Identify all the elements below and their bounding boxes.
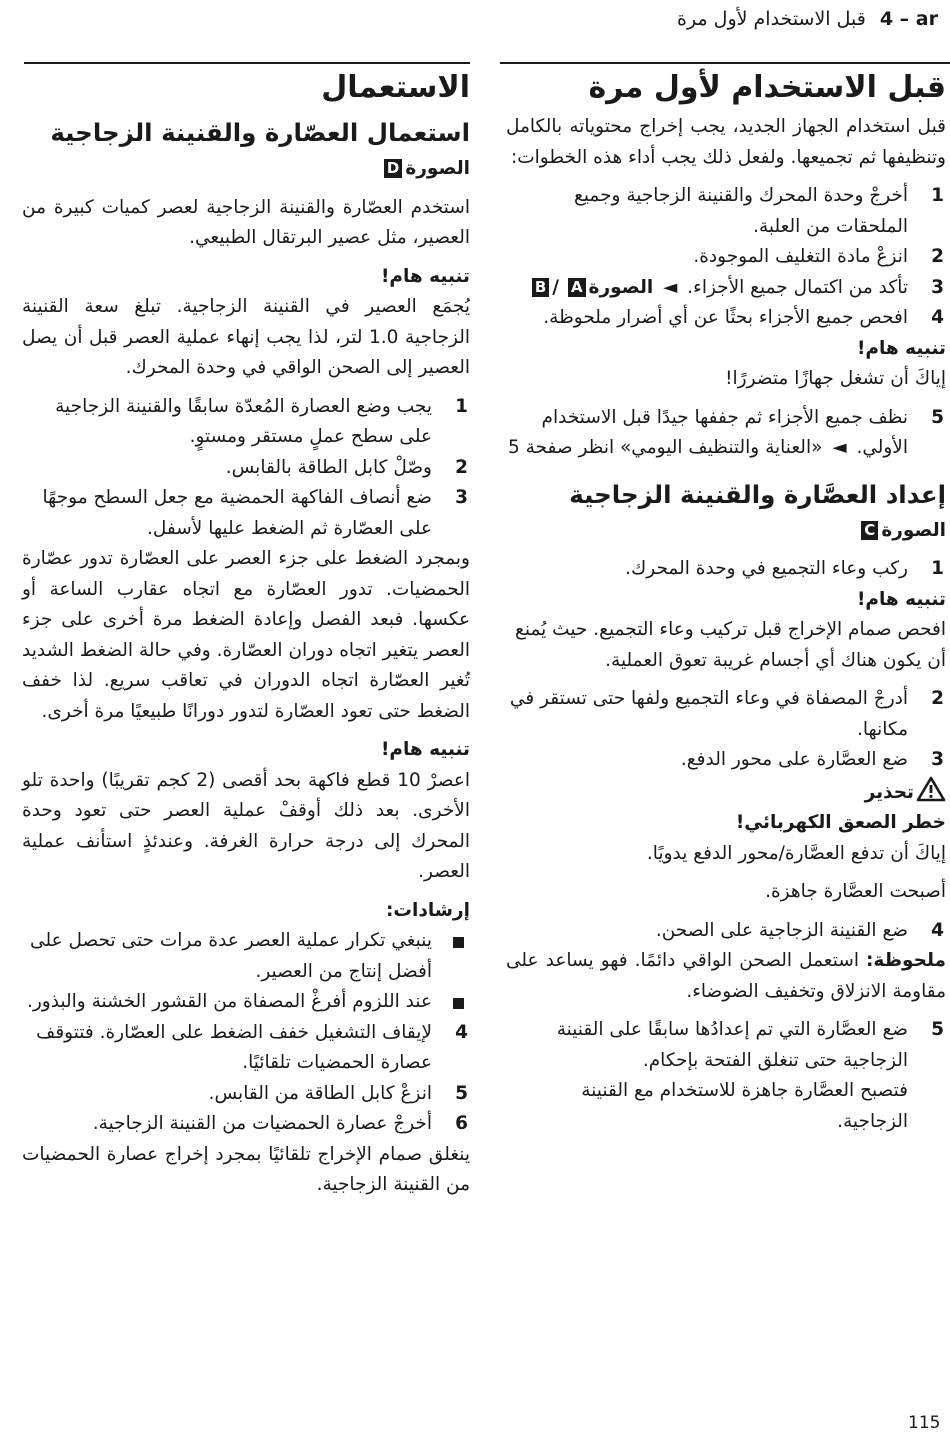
tips-list [22, 926, 470, 1018]
figure-d-caption [22, 154, 470, 185]
step-number: 1 [455, 395, 468, 417]
step-item [22, 1018, 470, 1079]
step-reference: «العناية والتنظيف اليومي» انظر صفحة 5 [507, 437, 823, 458]
step-text: افحص جميع الأجزاء بحثًا عن أي أضرار ملحوظة. [543, 307, 908, 328]
figure-word: الصورة [588, 276, 654, 298]
tip-text: عند اللزوم أفرغْ المصفاة من القشور الخشنة والبذور. [26, 991, 432, 1012]
step-number: 3 [455, 487, 468, 508]
step-number: 5 [931, 1019, 944, 1040]
assembly-step-5 [506, 1015, 946, 1076]
step-number: 1 [931, 185, 944, 206]
step-item [22, 1079, 470, 1110]
unpack-steps [506, 181, 946, 334]
step-item [22, 392, 470, 453]
stop-steps [22, 1018, 470, 1140]
step-number: 4 [931, 919, 944, 941]
step-number: 3 [931, 749, 944, 770]
note-text: استعمل الصحن الواقي دائمًا. فهو يساعد على مقاومة الانزلاق وتخفيف الضوضاء. [506, 950, 946, 1002]
step-number: 3 [931, 276, 944, 298]
warning-label: تحذير [864, 781, 914, 803]
step-text: ركب وعاء التجميع في وحدة المحرك. [625, 558, 908, 579]
warning-heading [506, 776, 946, 809]
step-item [506, 181, 946, 242]
figure-b-badge: B [532, 278, 549, 297]
step-text: انزعْ كابل الطاقة من القابس. [208, 1082, 432, 1104]
figure-slash: / [552, 276, 560, 298]
clean-step [506, 403, 946, 464]
step-item [506, 242, 946, 273]
important-text: يُجمَع العصير في القنينة الزجاجية. تبلغ سعة القنينة الزجاجية 1.0 لتر، لذا يجب إنهاء عملية العصر قبل أن يصل العصير إلى الصحن الواقي في وحدة المحرك. [22, 296, 470, 378]
list-item [22, 926, 470, 987]
step-item [506, 273, 946, 304]
step-item [22, 483, 470, 544]
left-column [22, 68, 470, 1201]
figure-a-badge: A [568, 278, 586, 297]
step-item [506, 745, 946, 776]
page-header [0, 6, 938, 32]
important-label: تنبيه هام! [856, 588, 946, 610]
step-item [506, 554, 946, 585]
step-item [506, 1015, 946, 1076]
note-label: ملحوظة: [866, 950, 946, 971]
figure-word: الصورة [881, 519, 946, 541]
step-item [506, 303, 946, 334]
step-text: ضع العصَّارة على محور الدفع. [680, 749, 908, 770]
step-number: 2 [455, 456, 468, 478]
step-text: انزعْ مادة التغليف الموجودة. [693, 246, 908, 267]
warning-icon [916, 776, 946, 802]
step-text: ضع أنصاف الفاكهة الحمضية مع جعل السطح موجهًا على العصّارة ثم الضغط عليها لأسفل. [42, 487, 432, 539]
intro-text: قبل استخدام الجهاز الجديد، يجب إخراج محتوياته بالكامل وتنظيفها ثم تجميعها. ولفعل ذلك يجب أداء هذه الخطوات: [506, 116, 946, 168]
right-column [506, 68, 946, 1137]
important-label: تنبيه هام! [380, 265, 470, 287]
important-text: افحص صمام الإخراج قبل تركيب وعاء التجميع. حيث يُمنع أن يكون هناك أي أجسام غريبة تعوق العملية. [515, 619, 946, 671]
important-text: اعصرْ 10 قطع فاكهة بحد أقصى (2 كجم تقريبًا) واحدة تلو الأخرى. بعد ذلك أوقفْ عملية العصر حتى تعود وحدة المحرك إلى درجة حرارة الغرفة. وعندئذٍ استأنف عملية العصر. [22, 769, 471, 882]
left-column-rule [24, 62, 470, 64]
list-item [22, 987, 470, 1018]
step-item [22, 1109, 470, 1140]
assembly-step-4 [506, 916, 946, 947]
section-label: 4 – ar [879, 8, 938, 30]
step-number: 2 [931, 688, 944, 709]
step-text: لإيقاف التشغيل خفف الضغط على العصّارة. فتتوقف عصارة الحمضيات تلقائيًا. [36, 1021, 432, 1073]
important-label: تنبيه هام! [380, 739, 470, 760]
figure-d-badge: D [384, 159, 402, 178]
shock-text: إياكَ أن تدفع العصَّارة/محور الدفع يدويًا. [646, 842, 946, 864]
important-label: تنبيه هام! [856, 337, 946, 359]
assembly-step-1 [506, 554, 946, 585]
bullet-square-icon [453, 998, 464, 1009]
step-text: أدرجْ المصفاة في وعاء التجميع ولفها حتى تستقر في مكانها. [509, 688, 908, 740]
step-text: ضع القنينة الزجاجية على الصحن. [655, 919, 908, 941]
step-item [22, 453, 470, 484]
step-text: أخرجْ عصارة الحمضيات من القنينة الزجاجية. [92, 1113, 432, 1134]
subsection-title: استعمال العصّارة والقنينة الزجاجية [50, 118, 470, 147]
step-number: 2 [931, 246, 944, 267]
ready-text: أصبحت العصَّارة جاهزة. [765, 881, 946, 902]
step-number: 6 [455, 1113, 468, 1134]
final-text: فتصبح العصَّارة جاهزة للاستخدام مع القنينة الزجاجية. [581, 1080, 908, 1132]
step-text: ضع العصَّارة التي تم إعدادُها سابقًا على القنينة الزجاجية حتى تنغلق الفتحة بإحكام. [556, 1019, 908, 1071]
step-number: 4 [455, 1021, 468, 1043]
step-number: 5 [455, 1082, 468, 1104]
final-text: ينغلق صمام الإخراج تلقائيًا بمجرد إخراج عصارة الحمضيات من القنينة الزجاجية. [22, 1143, 470, 1195]
running-title: قبل الاستخدام لأول مرة [677, 8, 866, 30]
step-number: 5 [931, 406, 944, 428]
right-column-rule [500, 62, 950, 64]
tips-label: إرشادات: [386, 899, 470, 921]
usage-steps [22, 392, 470, 545]
step-item [506, 684, 946, 745]
assembly-steps [506, 684, 946, 776]
tip-text: ينبغي تكرار عملية العصر عدة مرات حتى تحصل على أفضل إنتاج من العصير. [30, 930, 432, 982]
figure-c-badge: C [861, 521, 878, 540]
page-number: 115 [908, 1413, 941, 1433]
bullet-square-icon [453, 937, 464, 948]
step-text: أخرجْ وحدة المحرك والقنينة الزجاجية وجميع الملحقات من العلبة. [574, 185, 908, 237]
step-text: تأكد من اكتمال جميع الأجزاء. [687, 276, 908, 298]
intro-text: استخدم العصّارة والقنينة الزجاجية لعصر كميات كبيرة من العصير، مثل عصير البرتقال الطبيعي. [22, 196, 470, 248]
step-text: نظف جميع الأجزاء ثم جففها جيدًا قبل الاستخدام الأولي. [541, 406, 908, 458]
arrow-icon: ◄ [832, 437, 847, 458]
subsection-title: إعداد العصَّارة والقنينة الزجاجية [569, 479, 946, 509]
note [506, 946, 946, 1007]
important-text: إياكَ أن تشغل جهازًا متضررًا! [725, 368, 946, 389]
step-item [506, 403, 946, 464]
step-text: يجب وضع العصارة المُعدّة سابقًا والقنينة الزجاجية على سطح عملٍ مستقر ومستوٍ. [55, 395, 432, 447]
step-number: 1 [931, 558, 944, 579]
figure-word: الصورة [405, 158, 470, 179]
arrow-icon: ◄ [663, 276, 678, 298]
figure-c-caption [506, 516, 946, 547]
shock-title: خطر الصعق الكهربائي! [735, 812, 946, 833]
section-title: الاستعمال [321, 70, 470, 105]
rotation-paragraph: وبمجرد الضغط على جزء العصر على العصّارة تدور عصّارة الحمضيات. تدور العصّارة مع اتجاه عقارب الساعة أو عكسها. فبعد الفصل وإعادة الضغط مرة أخرى على جزء العصر يتغير اتجاه دوران العصّارة. وفي حالة الضغط الشديد تُغير العصّارة اتجاه الدوران في تعاقب سريع. لذا خفف الضغط حتى تعود العصّارة لتدور دورانًا طبيعيًا مرة أخرى. [22, 548, 470, 722]
step-number: 4 [931, 307, 944, 328]
section-title: قبل الاستخدام لأول مرة [588, 70, 946, 105]
step-text: وصّلْ كابل الطاقة بالقابس. [225, 456, 432, 478]
step-item [506, 916, 946, 947]
